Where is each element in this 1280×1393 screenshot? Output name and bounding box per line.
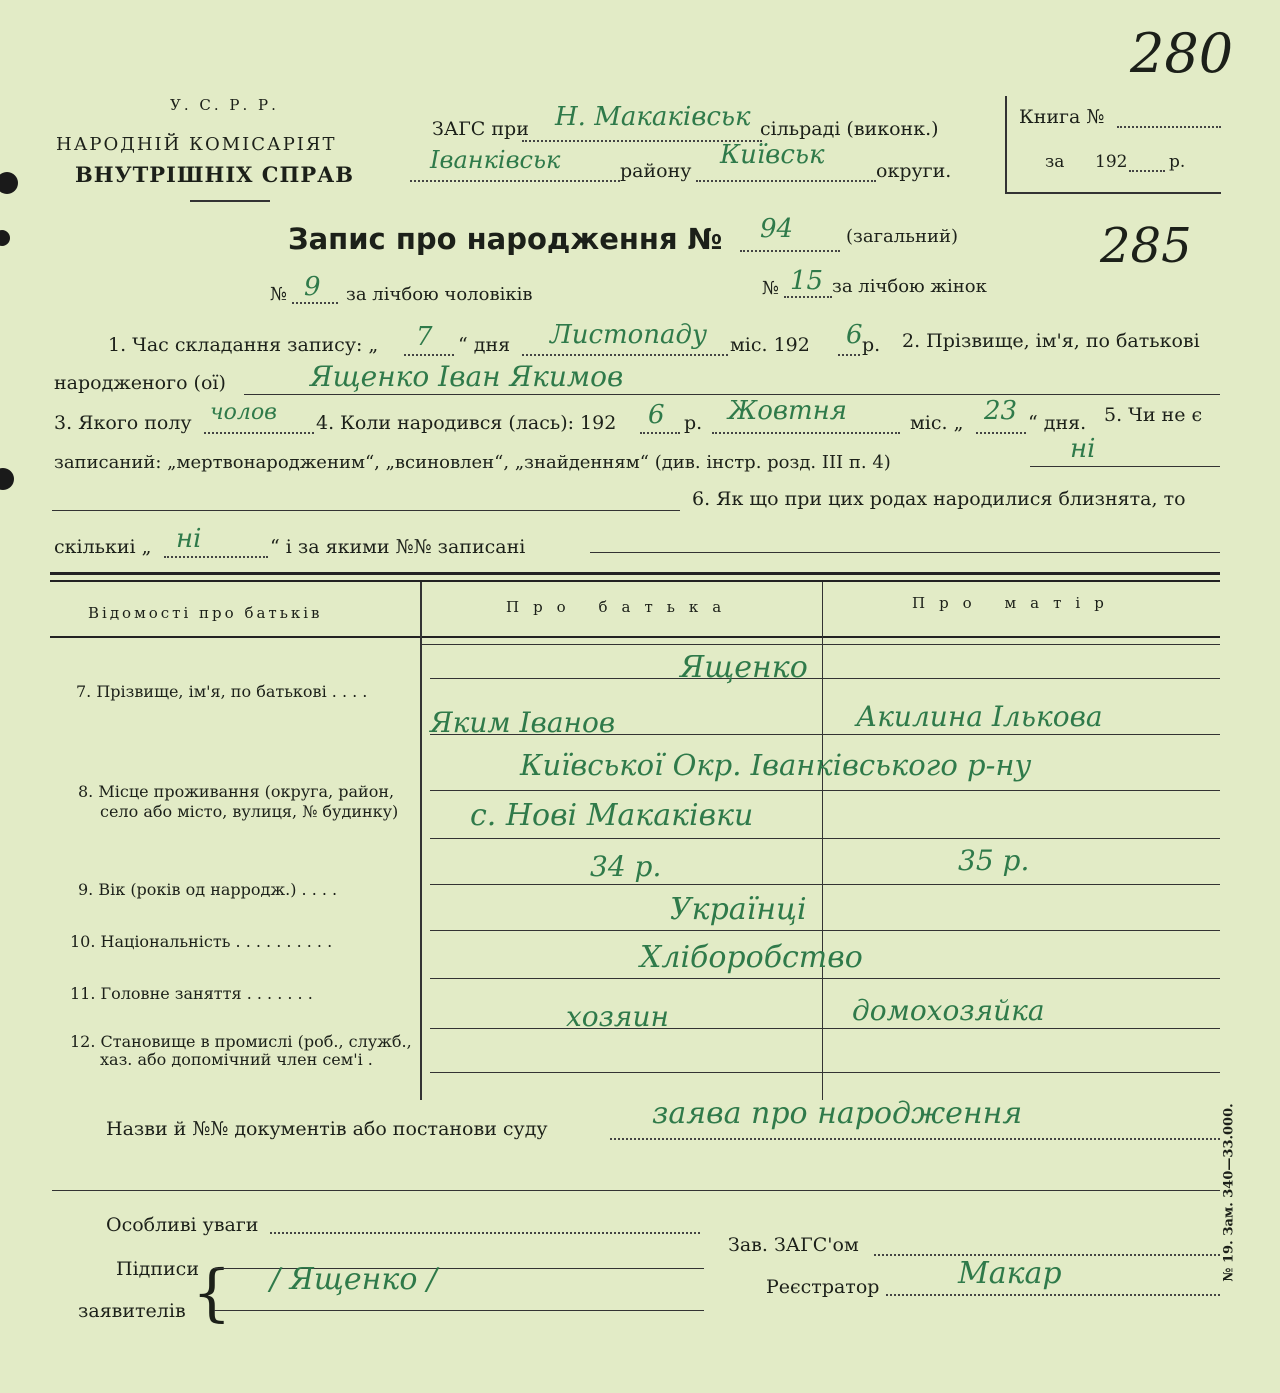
row-10-label: 10. Національність . . . . . . . . . . (70, 932, 333, 951)
f6-value: ні (176, 524, 202, 554)
republic-label: У. С. Р. Р. (170, 96, 279, 114)
remarks-line (270, 1232, 700, 1234)
f5-label-2: записаний: „мертвонародженим“, „всиновлен“, „знайденням“ (див. інстр. розд. III п. 4) (54, 452, 891, 473)
archive-number-secondary: 285 (1100, 218, 1192, 274)
f6-label-3: “ і за якими №№ записані (270, 536, 526, 558)
rayon-label: району (620, 160, 692, 182)
f4-month-line (712, 432, 900, 434)
f4-label: 4. Коли народився (лась): 192 (316, 412, 617, 434)
head-label: Зав. ЗАГС'ом (728, 1234, 859, 1256)
record-number: 94 (760, 214, 794, 244)
book-year-value: 192 (1095, 152, 1128, 172)
f5-continue-line (52, 510, 680, 511)
f1-day-value: 7 (416, 322, 433, 352)
female-no-label: № (762, 278, 780, 299)
book-year-suffix: р. (1169, 152, 1186, 172)
table-col-divider-2 (822, 582, 823, 1100)
male-no-line (292, 302, 338, 304)
department-label: ВНУТРІШНІХ СПРАВ (75, 162, 354, 187)
f4-year-line (640, 432, 680, 434)
row-8-label: 8. Місце проживання (округа, район, (78, 782, 395, 801)
table-row-line (430, 978, 1220, 979)
table-header-info: Відомості про батьків (88, 604, 323, 622)
table-col-divider-1 (420, 582, 422, 1100)
table-row-line (430, 678, 1220, 679)
row-8-label-2: село або місто, вулиця, № будинку) (100, 802, 399, 821)
f1-month-value: Листопаду (550, 320, 708, 350)
book-label: Книга № (1019, 106, 1105, 128)
table-header-rule-2 (420, 644, 1220, 645)
book-year-line (1129, 170, 1165, 172)
male-no-suffix: за лічбою чоловіків (346, 284, 533, 305)
nationality: Українці (670, 892, 807, 927)
row-12-label-2: хаз. або допомічний член сем'і . (100, 1050, 373, 1069)
female-no-value: 15 (790, 266, 824, 296)
registrar-signature: Макар (958, 1256, 1062, 1291)
docs-value: заява про народження (652, 1096, 1023, 1131)
f5-value: ні (1070, 434, 1096, 464)
okruha-value: Київськ (720, 140, 825, 170)
f4-year-value: 6 (648, 400, 665, 430)
occupation: Хліборобство (640, 940, 863, 975)
okruha-label: округи. (876, 160, 952, 182)
sign-label-2: заявителів (78, 1300, 186, 1322)
table-row-line (430, 1028, 1220, 1029)
okruha-line (696, 180, 876, 182)
f1-year-label: р. (862, 334, 881, 356)
sign-label: Підписи (116, 1258, 199, 1280)
f3-label: 3. Якого полу (54, 412, 192, 434)
parents-surname: Ященко (680, 650, 808, 685)
f1-month-line (522, 354, 728, 356)
commissariat-label: НАРОДНІЙ КОМІСАРІЯТ (56, 134, 337, 155)
male-no-label: № (270, 284, 288, 305)
f1-day-line (404, 354, 454, 356)
table-top-rule-2 (50, 580, 1220, 582)
row-11-label: 11. Головне заняття . . . . . . . (70, 984, 313, 1003)
record-title: Запис про народження № (288, 222, 723, 256)
f6-count-line (164, 556, 268, 558)
row-12-label: 12. Становище в промислі (роб., служб., (70, 1032, 412, 1051)
f4-month-label: міс. „ (910, 412, 964, 434)
registrar-line (886, 1294, 1220, 1296)
f2-label-2: народженого (ої) (54, 372, 226, 394)
book-year-prefix: за (1045, 152, 1065, 172)
row-9-label: 9. Вік (років од нарродж.) . . . . (78, 880, 338, 899)
mother-status: домохозяйка (852, 994, 1045, 1027)
male-no-value: 9 (304, 272, 321, 302)
f5-label: 5. Чи не є (1104, 404, 1203, 426)
registrar-label: Реєстратор (766, 1276, 880, 1298)
docs-continue-line (52, 1190, 1220, 1191)
row-7-label: 7. Прізвище, ім'я, по батькові . . . . (76, 682, 368, 701)
f1-month-label: міс. 192 (730, 334, 810, 356)
applicant-signature: / Ященко / (270, 1262, 438, 1297)
table-header-mother: Про матір (912, 594, 1118, 612)
record-number-suffix: (загальний) (846, 226, 958, 247)
f5-line (1030, 466, 1220, 467)
archive-number: 280 (1130, 22, 1234, 85)
residence-line-2: с. Нові Макаківки (470, 798, 754, 833)
table-top-rule (50, 572, 1220, 575)
mother-age: 35 р. (958, 844, 1030, 877)
book-line (1117, 126, 1221, 128)
table-row-line (430, 1072, 1220, 1073)
zags-label: ЗАГС при (432, 118, 529, 140)
header-divider (190, 200, 270, 202)
table-header-father: Про батька (506, 598, 736, 616)
f4-month-value: Жовтня (728, 396, 847, 426)
f4-day-line (976, 432, 1026, 434)
punch-hole (0, 230, 10, 246)
f2-line (244, 394, 1220, 395)
record-number-line (740, 250, 840, 252)
applicant-sign-line-2 (214, 1310, 704, 1311)
table-row-line (430, 838, 1220, 839)
table-row-line (430, 884, 1220, 885)
sign-brace: { (192, 1256, 232, 1329)
docs-label: Назви й №№ документів або постанови суду (106, 1118, 548, 1140)
father-age: 34 р. (590, 850, 662, 883)
book-box (1005, 96, 1221, 194)
f2-label: 2. Прізвище, ім'я, по батькові (902, 330, 1200, 352)
f1-year-value: 6 (846, 320, 863, 350)
punch-hole (0, 172, 18, 194)
rayon-value: Іванківськ (430, 146, 561, 174)
f3-value: чолов (210, 400, 277, 425)
zags-suffix: сільраді (виконк.) (760, 118, 939, 140)
f2-value: Ященко Іван Якимов (310, 360, 624, 393)
f3-line (204, 432, 314, 434)
female-no-suffix: за лічбою жінок (832, 276, 987, 297)
punch-hole (0, 468, 14, 490)
f6-label: 6. Як що при цих родах народилися близнята, то (692, 488, 1186, 510)
docs-line (610, 1138, 1220, 1140)
f6-label-2: скількиі „ (54, 536, 152, 558)
remarks-label: Особливі уваги (106, 1214, 259, 1236)
print-code: № 19. Зам. 340—33.000. (1221, 1103, 1237, 1282)
residence-line-1: Київської Окр. Іванківського р-ну (520, 748, 1032, 782)
f4-day-value: 23 (984, 396, 1018, 426)
f1-day-label: “ дня (458, 334, 511, 356)
female-no-line (784, 296, 832, 298)
table-header-rule (50, 636, 1220, 638)
f4-day-label: “ дня. (1028, 412, 1087, 434)
rayon-line (410, 180, 620, 182)
table-row-line (430, 790, 1220, 791)
f6-line (590, 552, 1220, 553)
f1-year-line (838, 354, 860, 356)
father-name: Яким Іванов (430, 706, 616, 739)
f4-year-label: р. (684, 412, 703, 434)
table-row-line (430, 930, 1220, 931)
mother-name: Акилина Ількова (856, 700, 1103, 733)
father-status: хозяин (566, 1000, 669, 1033)
f1-label: 1. Час складання запису: „ (108, 334, 379, 356)
zags-value: Н. Макаківськ (555, 102, 751, 132)
